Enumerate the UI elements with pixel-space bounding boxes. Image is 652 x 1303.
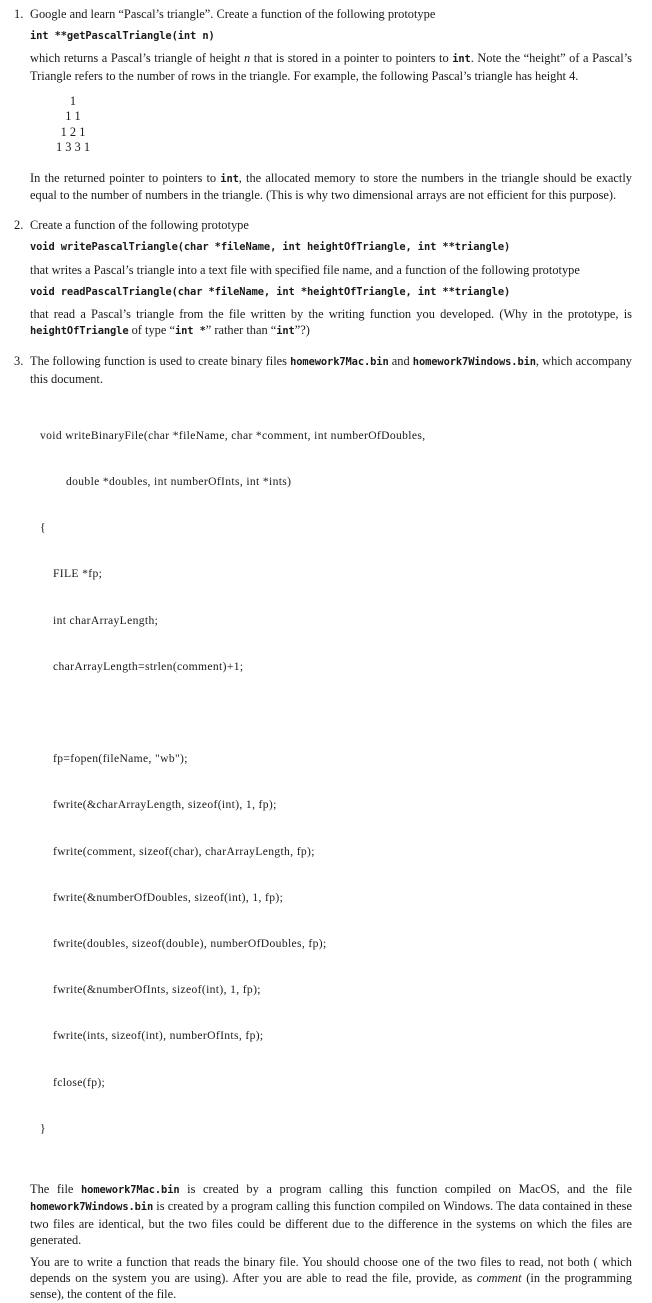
list-number-1: 1. (14, 7, 24, 21)
item2-tail-c: ” rather than “ (205, 323, 277, 338)
item3-intro-c: , which accompany this document. (30, 354, 632, 386)
triangle-row: 1 (69, 93, 77, 108)
item3-file1: homework7Mac.bin (290, 356, 389, 369)
item3-para1-c: is created by a program calling this function compiled on Windows. The data contained in these two files are identical, but the two files could be different due to the difference in the systems on which the files are generated. (30, 1199, 632, 1247)
item3-intro-a: The following function is used to create binary files (30, 354, 291, 369)
item3-intro-b: and (388, 354, 413, 369)
code-line: fwrite(&numberOfDoubles, sizeof(int), 1, fp); (40, 890, 284, 904)
triangle-row: 1 2 1 (60, 124, 86, 139)
item2-tail-b: of type “ (128, 323, 175, 338)
code-line: charArrayLength=strlen(comment)+1; (40, 659, 244, 673)
item3-para1 (30, 1181, 632, 1248)
spacer (30, 156, 632, 170)
item3-para1-file1: homework7Mac.bin (81, 1184, 180, 1197)
code-line-blank (40, 705, 632, 720)
list-item-2 (14, 217, 632, 339)
list-item-3 (14, 353, 632, 1302)
code-line: fwrite(&charArrayLength, sizeof(int), 1, fp); (40, 798, 277, 812)
item1-body-var: n (244, 51, 251, 66)
item2-prototype-write: void writePascalTriangle(char *fileName, int heightOfTriangle, int **triangle) (30, 241, 511, 254)
spacer (30, 387, 632, 397)
item1-body-a: which returns a Pascal’s triangle of height (30, 51, 245, 66)
item3-file2: homework7Windows.bin (412, 356, 536, 369)
item2-tail-d: ”?) (294, 323, 310, 338)
spacer (30, 84, 632, 94)
spacer (14, 339, 632, 353)
code-line: int charArrayLength; (40, 613, 159, 627)
code-line: { (40, 521, 46, 535)
item3-para1-a: The file (30, 1182, 82, 1197)
item2-tail-code3: int (276, 325, 295, 338)
code-line: fwrite(&numberOfInts, sizeof(int), 1, fp); (40, 983, 261, 997)
code-line: fclose(fp); (40, 1075, 106, 1089)
item3-para2-b: (in the programming sense), the content of the file. (30, 1271, 632, 1302)
item3-para2-a: You are to write a function that reads the binary file. You should choose one of the two files to read, not both ( which depends on the system you are using). After you are able to read the file, provide, as (30, 1254, 632, 1286)
item1-closing (30, 170, 632, 203)
code-line: double *doubles, int numberOfInts, int *ints) (40, 474, 292, 488)
code-line: fp=fopen(fileName, "wb"); (40, 752, 188, 766)
item1-closing-b: , the allocated memory to store the numbers in the triangle should be exactly equal to the number of numbers in the triangle. (This is why two dimensional arrays are not efficient for this purpose). (30, 170, 633, 203)
item3-para2-italic: comment (476, 1271, 522, 1286)
triangle-row: 1 1 (65, 109, 81, 124)
item2-tail (30, 306, 632, 339)
item3-para2 (30, 1254, 632, 1303)
code-line: fwrite(comment, sizeof(char), charArrayLength, fp); (40, 844, 315, 858)
item1-body (30, 50, 632, 83)
item3-para1-file2: homework7Windows.bin (30, 1201, 154, 1214)
code-line: void writeBinaryFile(char *fileName, char *comment, int numberOfDoubles, (40, 428, 426, 442)
item2-mid: that writes a Pascal’s triangle into a text file with specified file name, and a function of the following prototype (30, 262, 580, 277)
item1-body-code: int (452, 53, 471, 66)
item2-tail-a: that read a Pascal’s triangle from the file written by the writing function you developed. (Why in the prototype, is (30, 307, 632, 322)
item2-prototype-read: void readPascalTriangle(char *fileName, int *heightOfTriangle, int **triangle) (30, 285, 511, 298)
item2-intro: Create a function of the following prototype (30, 218, 249, 233)
spacer (14, 203, 632, 217)
list-number-2: 2. (14, 218, 24, 233)
list-number-3: 3. (14, 354, 24, 369)
item1-intro: Google and learn “Pascal’s triangle”. Create a function of the following prototype (30, 7, 436, 21)
spacer (30, 1167, 632, 1181)
item1-body-c: . Note the “height” of a Pascal’s Triangle refers to the number of rows in the triangle. For example, the following Pascal’s triangle has height 4. (30, 51, 632, 83)
item1-prototype: int **getPascalTriangle(int n) (30, 30, 215, 43)
triangle-row: 1 3 3 1 (55, 140, 91, 155)
item1-body-b: that is stored in a pointer to pointers to (250, 51, 453, 66)
code-line: } (40, 1121, 46, 1135)
item1-closing-code: int (220, 172, 239, 185)
code-listing-writeBinaryFile (30, 397, 632, 1167)
item1-closing-a: In the returned pointer to pointers to (30, 170, 221, 185)
item2-tail-code2: int * (174, 325, 206, 338)
code-line: fwrite(doubles, sizeof(double), numberOfDoubles, fp); (40, 937, 327, 951)
item3-intro (30, 353, 632, 386)
pascals-triangle-display (30, 94, 632, 156)
list-item-1 (14, 6, 632, 203)
document-content (14, 6, 632, 1303)
item2-tail-code1: heightOfTriangle (30, 325, 129, 338)
code-line: FILE *fp; (40, 567, 103, 581)
item3-para1-b: is created by a program calling this function compiled on MacOS, and the file (179, 1182, 632, 1197)
code-line: fwrite(ints, sizeof(int), numberOfInts, fp); (40, 1029, 264, 1043)
